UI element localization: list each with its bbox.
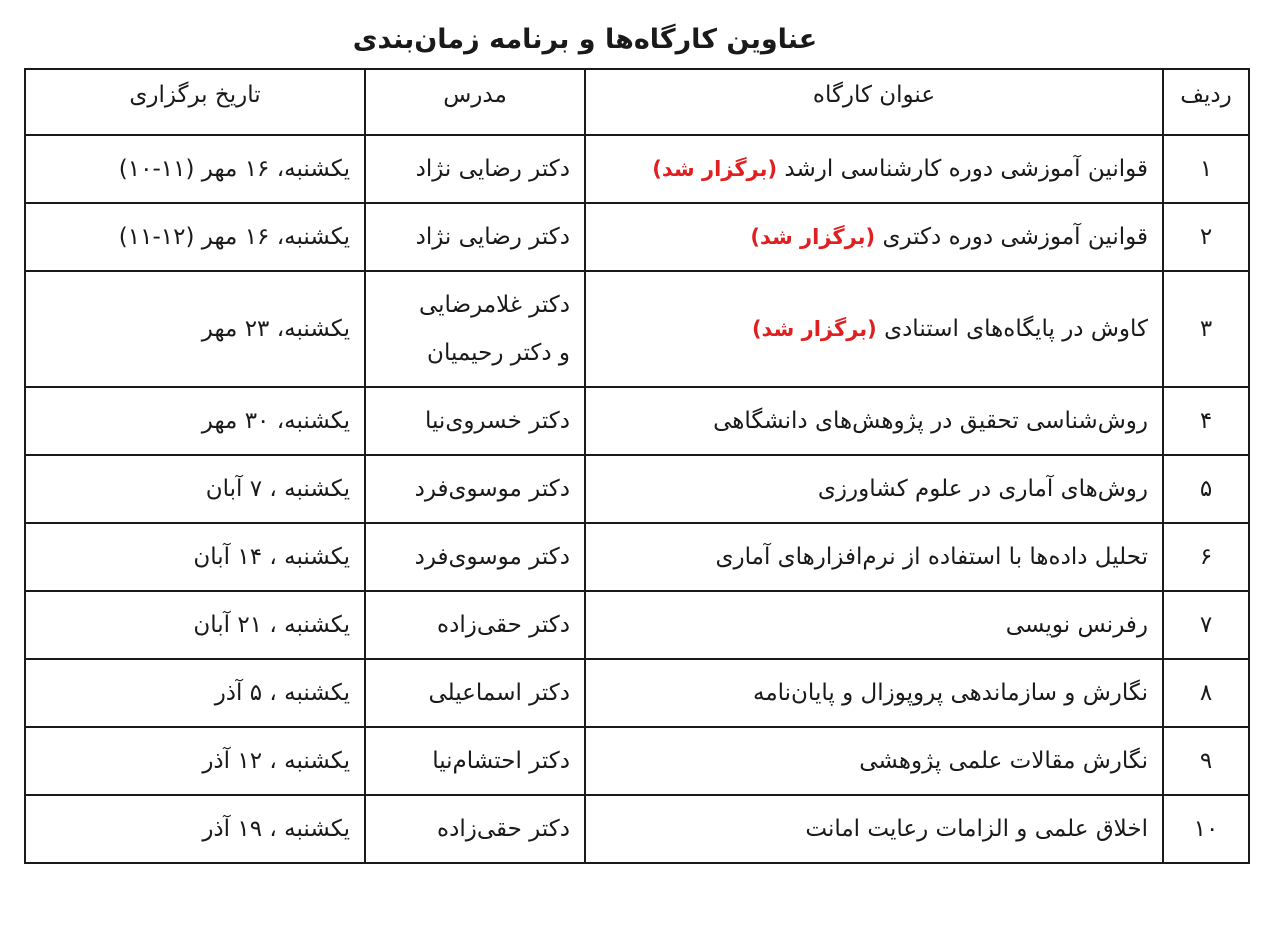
teacher: دکتر رضایی نژاد xyxy=(365,135,585,203)
row-number: ۶ xyxy=(1163,523,1249,591)
row-number: ۱۰ xyxy=(1163,795,1249,863)
date: یکشنبه ، ۷ آبان xyxy=(25,455,365,523)
teacher: دکتر موسوی‌فرد xyxy=(365,455,585,523)
teacher: دکتر اسماعیلی xyxy=(365,659,585,727)
table-row xyxy=(25,387,1249,455)
row-number: ۸ xyxy=(1163,659,1249,727)
teacher xyxy=(365,271,585,387)
workshop-title: روش‌های آماری در علوم کشاورزی xyxy=(585,455,1163,523)
table-header-row xyxy=(25,69,1249,135)
status-badge: (برگزار شد) xyxy=(750,225,876,249)
row-number: ۳ xyxy=(1163,271,1249,387)
workshop-title: نگارش و سازماندهی پروپوزال و پایان‌نامه xyxy=(585,659,1163,727)
table-row xyxy=(25,523,1249,591)
table-row xyxy=(25,727,1249,795)
workshop-title-text: قوانین آموزشی دوره دکتری xyxy=(882,224,1148,250)
workshop-title-text: قوانین آموزشی دوره کارشناسی ارشد xyxy=(784,156,1148,182)
row-number: ۵ xyxy=(1163,455,1249,523)
date: یکشنبه ، ۵ آذر xyxy=(25,659,365,727)
teacher: دکتر موسوی‌فرد xyxy=(365,523,585,591)
table-row xyxy=(25,135,1249,203)
date: یکشنبه ، ۱۲ آذر xyxy=(25,727,365,795)
teacher: دکتر خسروی‌نیا xyxy=(365,387,585,455)
teacher: دکتر حقی‌زاده xyxy=(365,591,585,659)
table-row xyxy=(25,591,1249,659)
workshop-title: رفرنس نویسی xyxy=(585,591,1163,659)
date: یکشنبه، ۳۰ مهر xyxy=(25,387,365,455)
table-row xyxy=(25,795,1249,863)
workshop-title-text: کاوش در پایگاه‌های استنادی xyxy=(884,316,1148,342)
teacher-line-2: و دکتر رحیمیان xyxy=(427,340,570,366)
table-row xyxy=(25,203,1249,271)
header-row-number: ردیف xyxy=(1163,69,1249,135)
page-title: عناوین کارگاه‌ها و برنامه زمان‌بندی xyxy=(352,24,818,55)
table-row xyxy=(25,659,1249,727)
date: یکشنبه، ۱۶ مهر (۱۱-۱۰) xyxy=(25,135,365,203)
date: یکشنبه، ۲۳ مهر xyxy=(25,271,365,387)
workshop-title xyxy=(585,271,1163,387)
workshop-title xyxy=(585,135,1163,203)
row-number: ۴ xyxy=(1163,387,1249,455)
header-teacher: مدرس xyxy=(365,69,585,135)
date: یکشنبه ، ۱۴ آبان xyxy=(25,523,365,591)
workshop-title: روش‌شناسی تحقیق در پژوهش‌های دانشگاهی xyxy=(585,387,1163,455)
table-row xyxy=(25,455,1249,523)
row-number: ۱ xyxy=(1163,135,1249,203)
row-number: ۲ xyxy=(1163,203,1249,271)
header-workshop-title: عنوان کارگاه xyxy=(585,69,1163,135)
header-date: تاریخ برگزاری xyxy=(25,69,365,135)
status-badge: (برگزار شد) xyxy=(652,157,778,181)
date: یکشنبه، ۱۶ مهر (۱۲-۱۱) xyxy=(25,203,365,271)
status-badge: (برگزار شد) xyxy=(751,317,877,341)
workshop-title: نگارش مقالات علمی پژوهشی xyxy=(585,727,1163,795)
row-number: ۹ xyxy=(1163,727,1249,795)
row-number: ۷ xyxy=(1163,591,1249,659)
workshop-title: تحلیل داده‌ها با استفاده از نرم‌افزارهای آماری xyxy=(585,523,1163,591)
teacher: دکتر احتشام‌نیا xyxy=(365,727,585,795)
date: یکشنبه ، ۲۱ آبان xyxy=(25,591,365,659)
date: یکشنبه ، ۱۹ آذر xyxy=(25,795,365,863)
teacher: دکتر حقی‌زاده xyxy=(365,795,585,863)
teacher: دکتر رضایی نژاد xyxy=(365,203,585,271)
workshop-title xyxy=(585,203,1163,271)
workshops-table xyxy=(24,68,1250,864)
workshop-title: اخلاق علمی و الزامات رعایت امانت xyxy=(585,795,1163,863)
table-row xyxy=(25,271,1249,387)
teacher-line-1: دکتر غلامرضایی xyxy=(418,292,570,318)
